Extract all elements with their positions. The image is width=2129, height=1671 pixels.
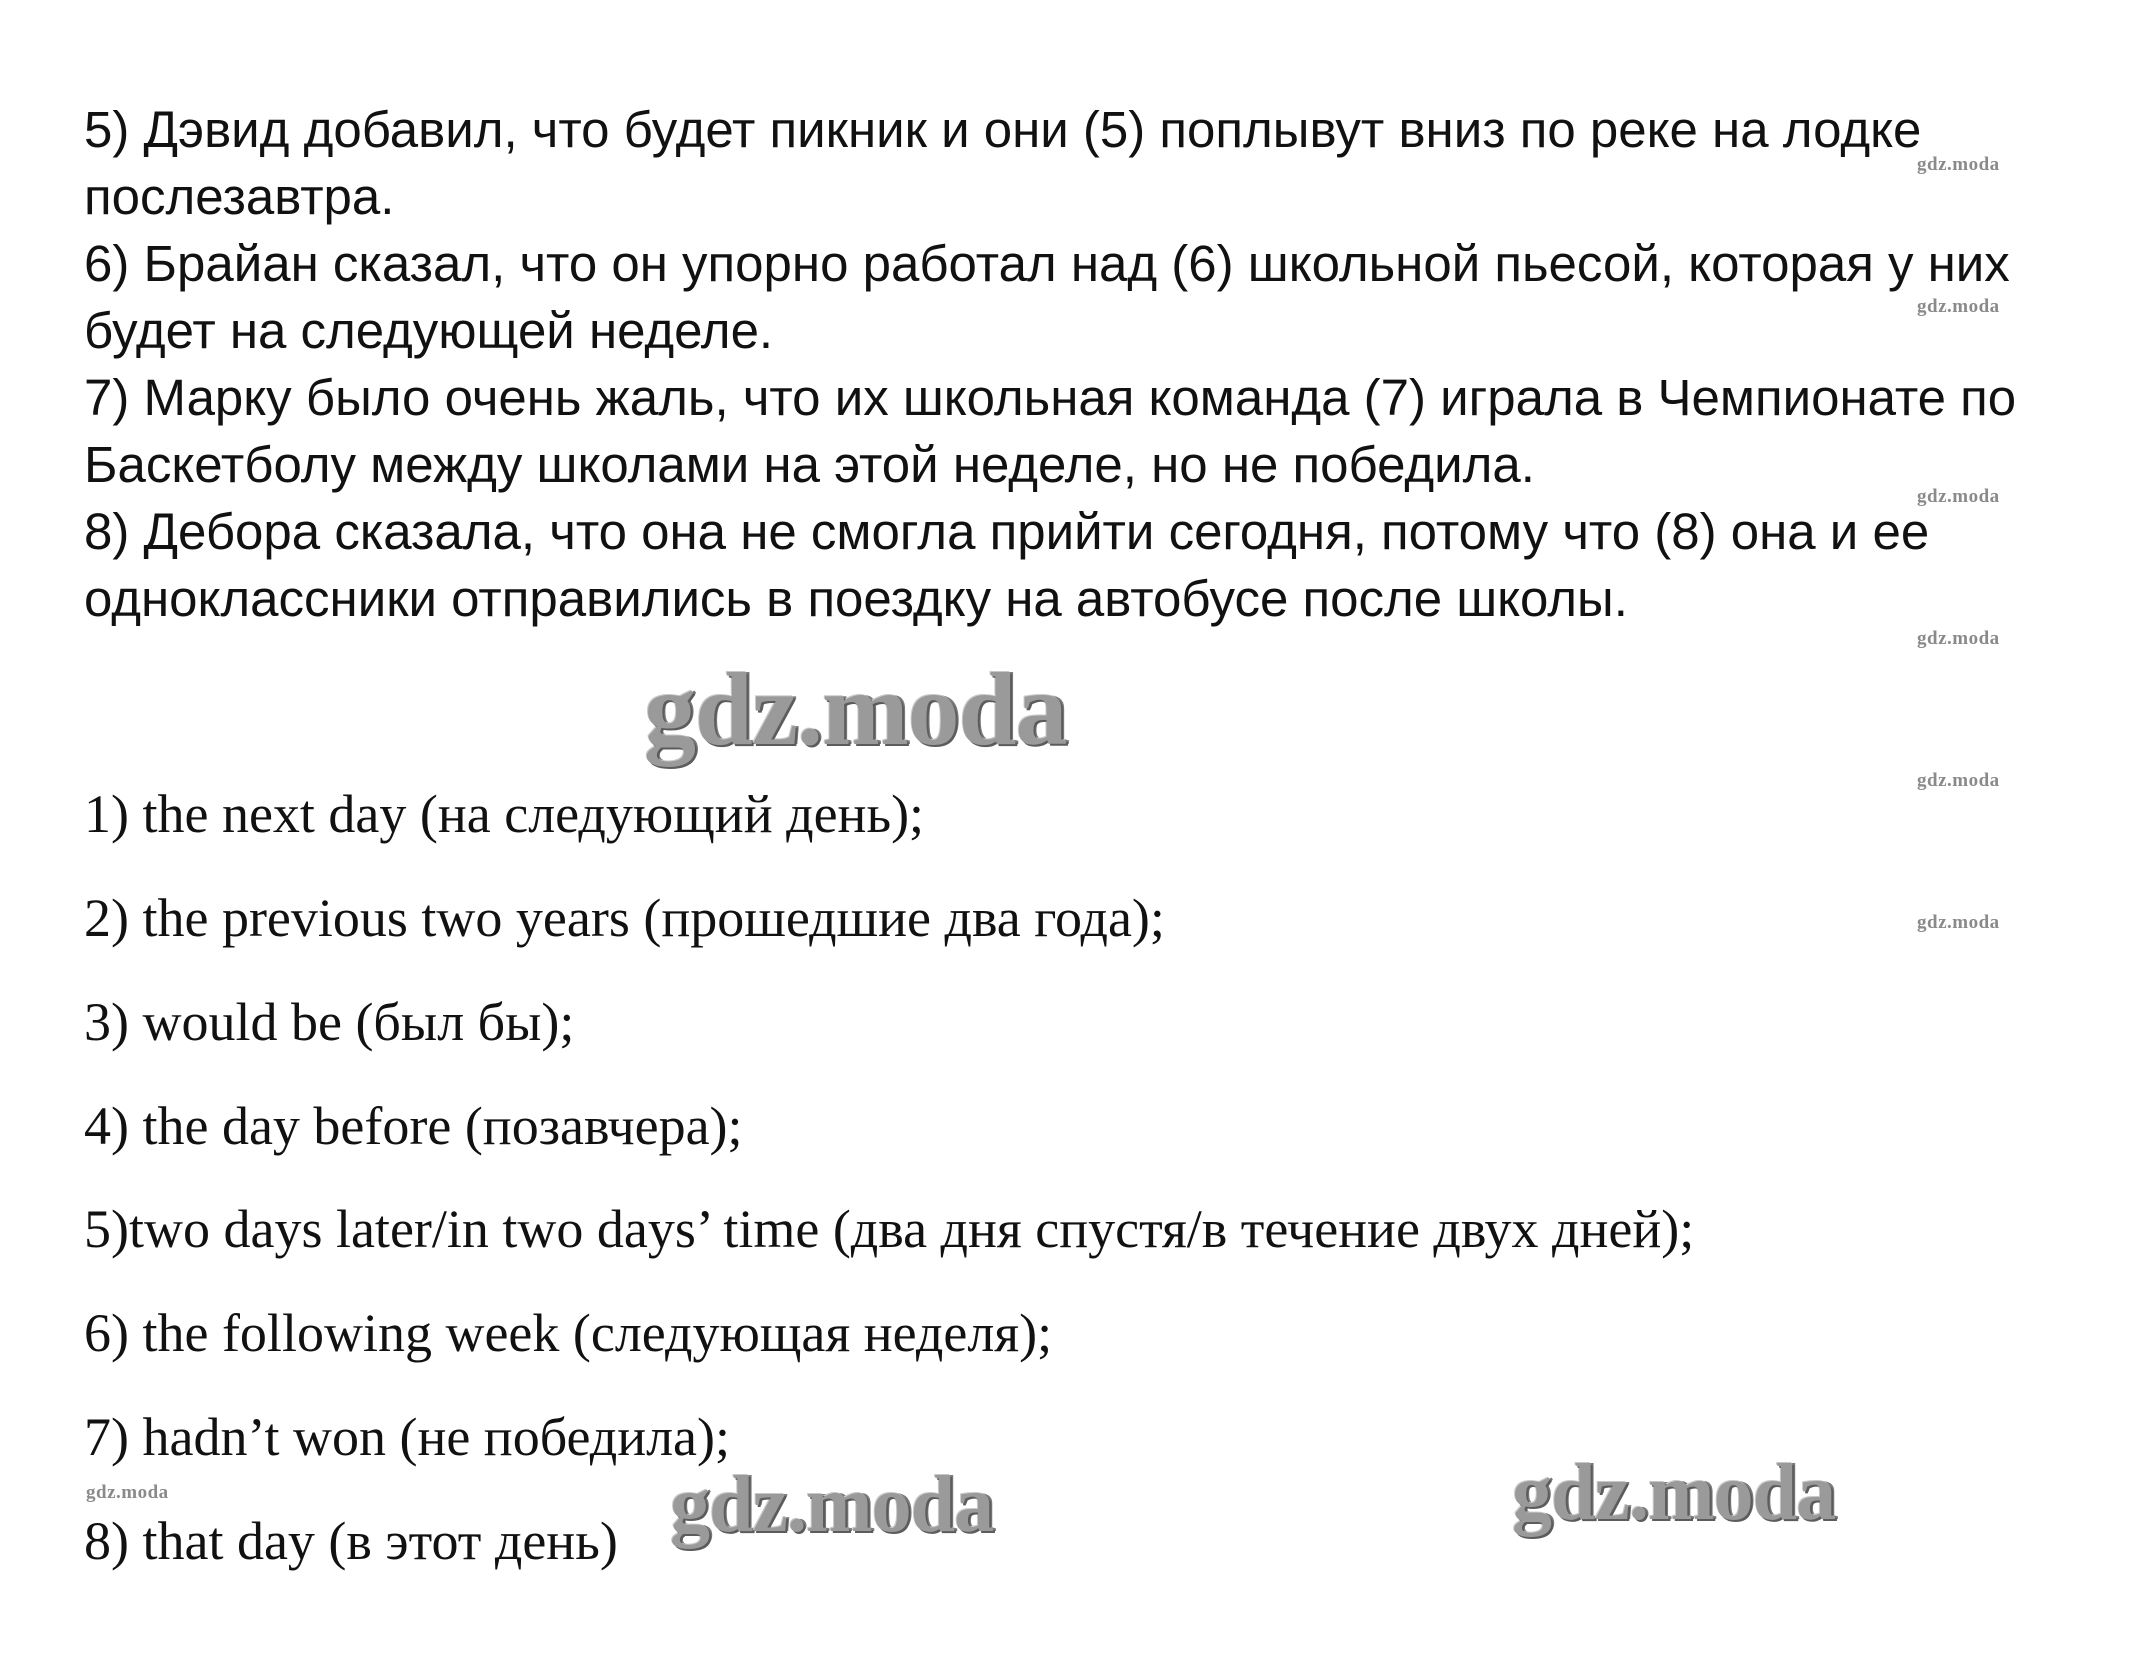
answer-2: 2) the previous two years (прошедшие два года);	[84, 888, 1165, 948]
answer-8: 8) that day (в этот день)	[84, 1511, 618, 1571]
watermark-small: gdz.moda	[1917, 154, 2000, 175]
watermark-small: gdz.moda	[1917, 912, 2000, 933]
watermark-small: gdz.moda	[86, 1482, 169, 1503]
russian-translation-block	[84, 96, 2064, 632]
answer-5: 5)two days later/in two days’ time (два дня спустя/в течение двух дней);	[84, 1199, 1695, 1259]
answer-7: 7) hadn’t won (не победила);	[84, 1407, 730, 1467]
watermark-small: gdz.moda	[1917, 770, 2000, 791]
watermark-small: gdz.moda	[1917, 486, 2000, 507]
watermark-large: gdz.moda	[670, 1461, 994, 1549]
answer-3: 3) would be (был бы);	[84, 992, 575, 1052]
answer-1: 1) the next day (на следующий день);	[84, 784, 925, 844]
watermark-large: gdz.moda	[1512, 1449, 1836, 1537]
answer-6: 6) the following week (следующая неделя);	[84, 1303, 1053, 1363]
watermark-large: gdz.moda	[644, 652, 1067, 767]
watermark-small: gdz.moda	[1917, 628, 2000, 649]
paragraph-7: 7) Марку было очень жаль, что их школьная команда (7) играла в Чемпионате по Баскетболу между школами на этой неделе, но не победила.	[84, 369, 2017, 493]
paragraph-6: 6) Брайан сказал, что он упорно работал над (6) школьной пьесой, которая у них будет на следующей неделе.	[84, 235, 2010, 359]
paragraph-5: 5) Дэвид добавил, что будет пикник и они (5) поплывут вниз по реке на лодке послезавтра.	[84, 101, 1922, 225]
paragraph-8: 8) Дебора сказала, что она не смогла прийти сегодня, потому что (8) она и ее одноклассники отправились в поездку на автобусе после школы.	[84, 503, 1930, 627]
answer-4: 4) the day before (позавчера);	[84, 1096, 743, 1156]
watermark-small: gdz.moda	[1917, 296, 2000, 317]
